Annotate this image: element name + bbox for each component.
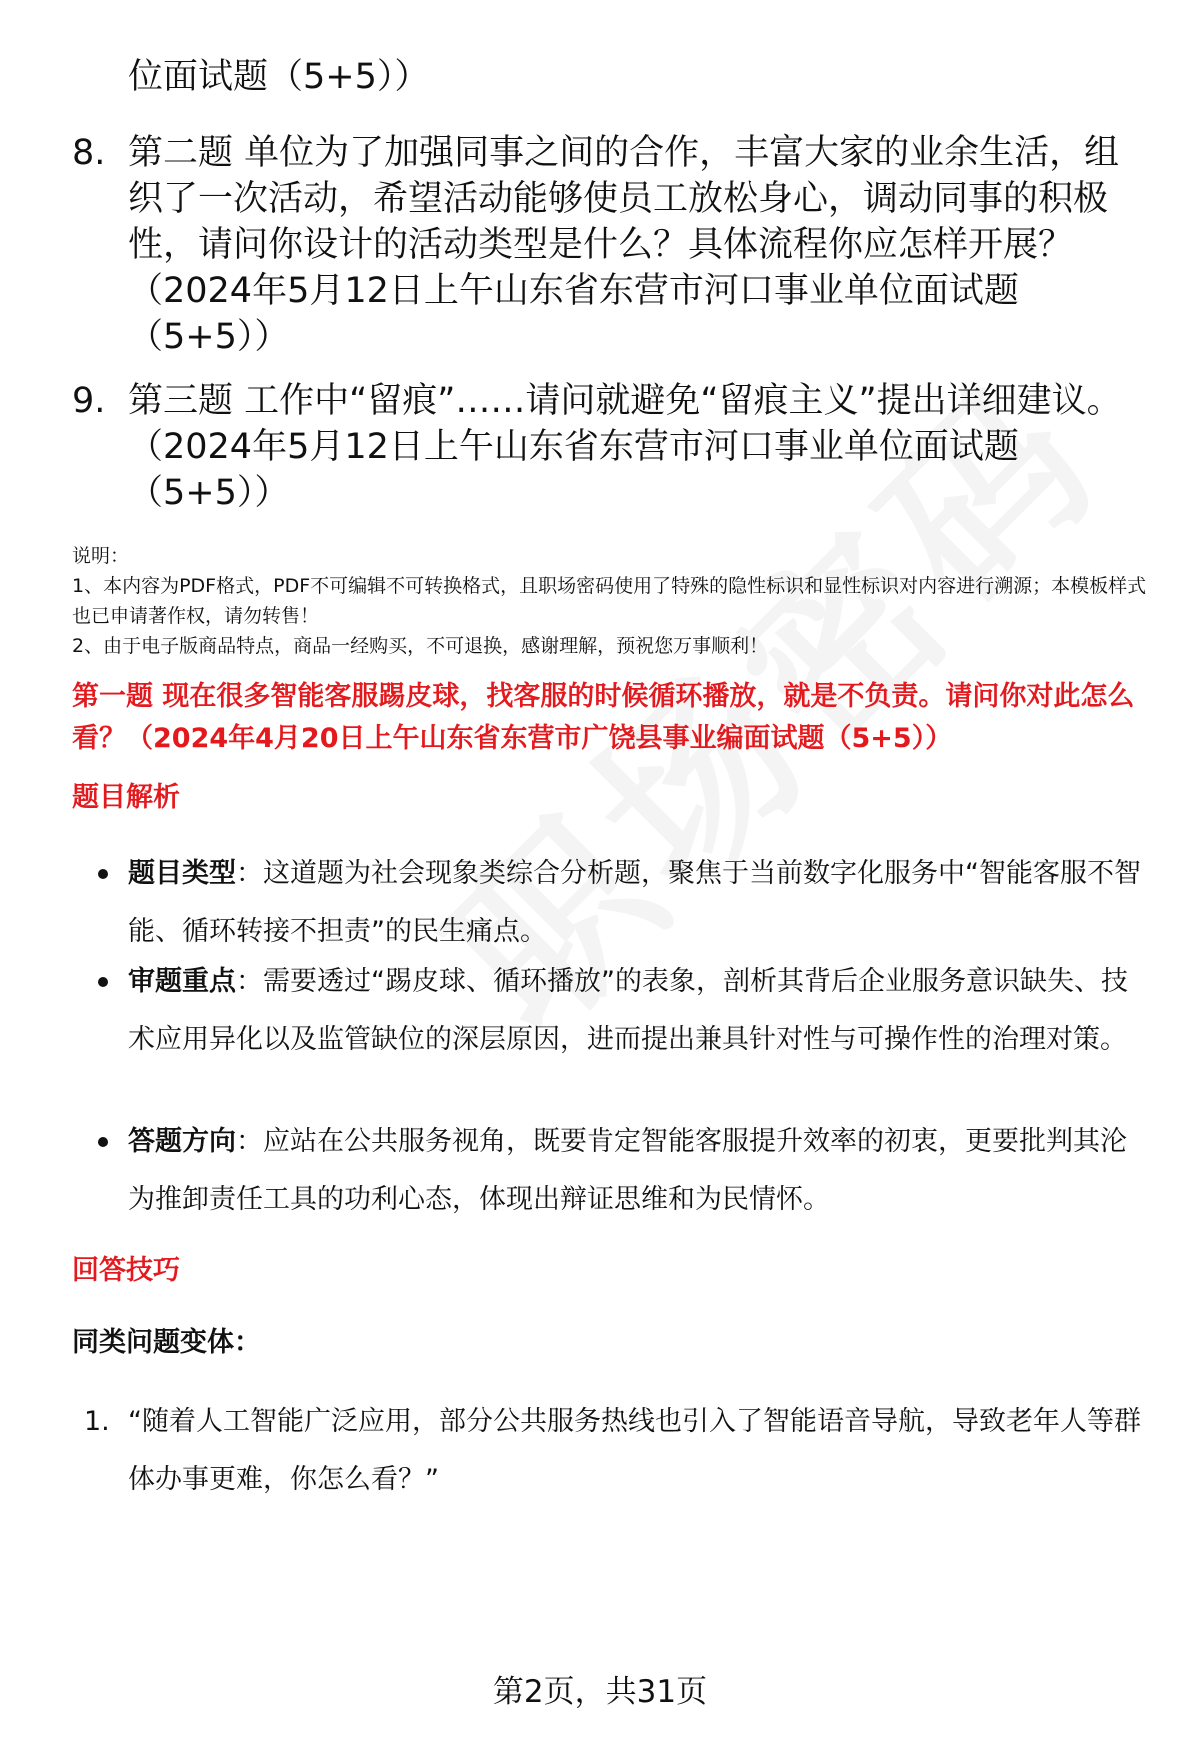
question-text: 第三题 工作中“留痕”……请问就避免“留痕主义”提出详细建议。（2024年5月12日上午山东省东营市河口事业单位面试题（5+5）） <box>128 381 1122 513</box>
list-number: 1. <box>84 1406 110 1437</box>
question-item <box>72 130 1152 360</box>
list-item-text: “随着人工智能广泛应用，部分公共服务热线也引入了智能语音导航，导致老年人等群体办事更难，你怎么看？” <box>128 1406 1141 1495</box>
analysis-item <box>128 1113 1148 1229</box>
analysis-item-text: ：应站在公共服务视角，既要肯定智能客服提升效率的初衷，更要批判其沦为推卸责任工具的功利心态，体现出辩证思维和为民情怀。 <box>128 1126 1127 1215</box>
bullet-dot <box>98 977 108 987</box>
notes-title: 说明： <box>72 545 130 567</box>
analysis-item-text: ：这道题为社会现象类综合分析题，聚焦于当前数字化服务中“智能客服不智能、循环转接不担责”的民生痛点。 <box>128 858 1141 947</box>
bullet-dot <box>98 1137 108 1147</box>
analysis-item-label: 答题方向 <box>128 1126 236 1157</box>
notes-block <box>72 541 1162 661</box>
analysis-item-label: 审题重点 <box>128 966 236 997</box>
analysis-item <box>128 953 1148 1069</box>
top-continuation-text: 位面试题（5+5）） <box>128 57 430 97</box>
notes-line-2: 2、由于电子版商品特点，商品一经购买，不可退换，感谢理解，预祝您万事顺利！ <box>72 635 769 657</box>
question-number: 8. <box>72 133 106 173</box>
notes-line-1: 1、本内容为PDF格式，PDF不可编辑不可转换格式，且职场密码使用了特殊的隐性标识和显性标识对内容进行溯源；本模板样式也已申请著作权，请勿转售！ <box>72 575 1147 627</box>
main-question-heading: 第一题 现在很多智能客服踢皮球，找客服的时候循环播放，就是不负责。请问你对此怎么看？（2024年4月20日上午山东省东营市广饶县事业编面试题（5+5）） <box>72 681 1135 754</box>
analysis-item-label: 题目类型 <box>128 858 236 889</box>
analysis-item-text: ：需要透过“踢皮球、循环播放”的表象，剖析其背后企业服务意识缺失、技术应用异化以及监管缺位的深层原因，进而提出兼具针对性与可操作性的治理对策。 <box>128 966 1128 1055</box>
question-number: 9. <box>72 381 106 421</box>
bullet-dot <box>98 869 108 879</box>
question-item <box>72 378 1152 516</box>
list-item <box>84 1393 1148 1509</box>
analysis-item <box>128 845 1148 961</box>
top-continuation <box>72 54 1152 100</box>
variants-subheading: 同类问题变体： <box>72 1327 261 1358</box>
analysis-heading: 题目解析 <box>72 782 180 813</box>
page-footer: 第2页，共31页 <box>492 1674 708 1710</box>
tips-heading: 回答技巧 <box>72 1255 180 1286</box>
question-text: 第二题 单位为了加强同事之间的合作，丰富大家的业余生活，组织了一次活动，希望活动能够使员工放松身心，调动同事的积极性，请问你设计的活动类型是什么？具体流程你应怎样开展？（2024年5月12日上午山东省东营市河口事业单位面试题（5+5）） <box>128 133 1120 357</box>
